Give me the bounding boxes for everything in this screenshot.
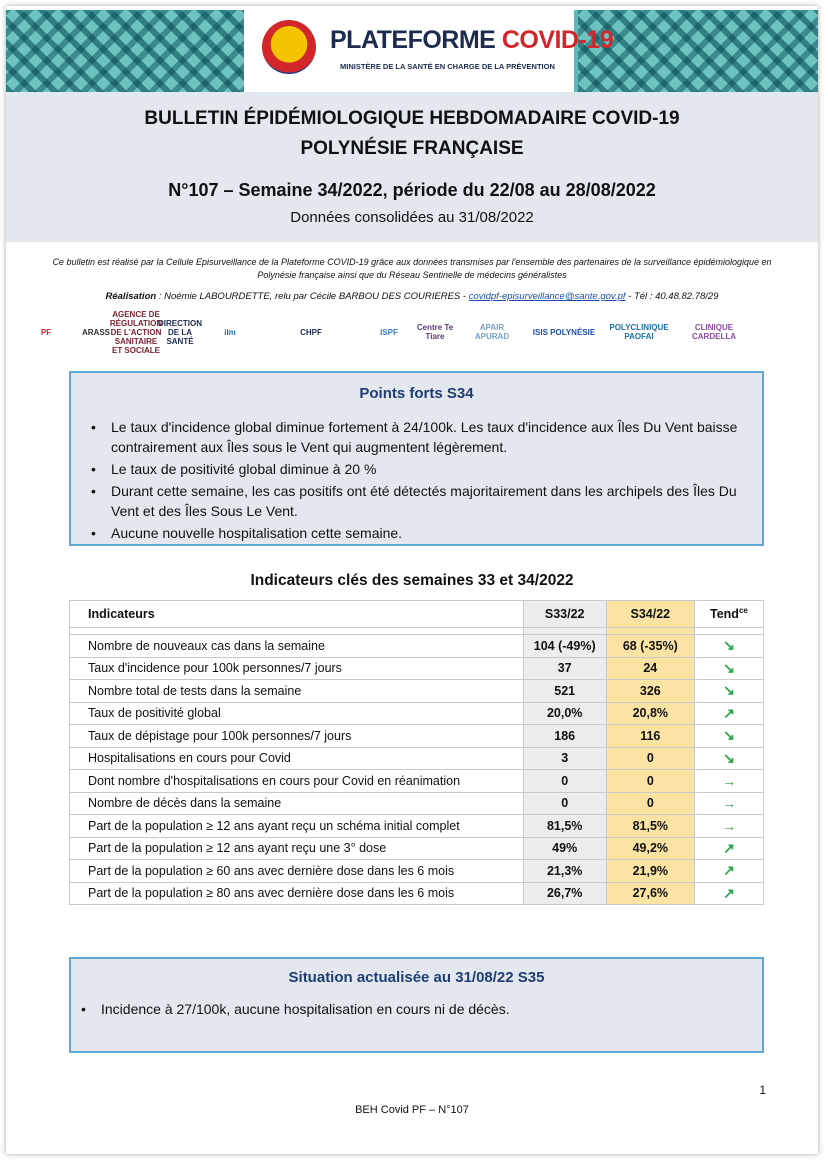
table-row — [70, 747, 764, 770]
header-trend-sup: ce — [738, 606, 748, 616]
indicator-label: Taux de dépistage pour 100k personnes/7 jours — [70, 725, 524, 748]
value-s34: 326 — [606, 680, 694, 703]
indicator-label: Dont nombre d'hospitalisations en cours pour Covid en réanimation — [70, 770, 524, 793]
trend-arrow-icon: → — [694, 770, 763, 793]
highlights-title: Points forts S34 — [359, 385, 474, 402]
update-list — [75, 999, 748, 1021]
value-s34: 116 — [606, 725, 694, 748]
partner-logo: AGENCE DE RÉGULATION DE L'ACTION SANITAIRE ET SOCIALE — [109, 309, 163, 355]
realisation-label: Réalisation — [105, 291, 157, 302]
table-row — [70, 882, 764, 905]
consolidation-date: Données consolidées au 31/08/2022 — [290, 209, 534, 226]
value-s34: 21,9% — [606, 860, 694, 883]
header-s34: S34/22 — [606, 601, 694, 628]
value-s34: 24 — [606, 657, 694, 680]
value-s33: 20,0% — [523, 702, 606, 725]
value-s33: 0 — [523, 792, 606, 815]
credit-statement: Ce bulletin est réalisé par la Cellule Episurveillance de la Plateforme COVID-19 grâce aux données transmises par l'ensemble des partenaires de la surveillance épidémiologique en Polynésie française ainsi que du Réseau Sentinelle de médecins généralistes — [52, 257, 772, 280]
indicators-table — [69, 600, 764, 905]
trend-arrow-icon: ↗ — [694, 702, 763, 725]
trend-arrow-icon: ↘ — [694, 657, 763, 680]
header-indicator: Indicateurs — [70, 601, 524, 628]
realisation-authors: : Noémie LABOURDETTE, relu par Cécile BARBOU DES COURIERES - — [156, 291, 469, 302]
trend-arrow-icon: ↗ — [694, 860, 763, 883]
table-row — [70, 770, 764, 793]
indicator-label: Part de la population ≥ 60 ans avec dernière dose dans les 6 mois — [70, 860, 524, 883]
indicator-label: Taux d'incidence pour 100k personnes/7 jours — [70, 657, 524, 680]
table-row — [70, 725, 764, 748]
value-s33: 521 — [523, 680, 606, 703]
realisation-line — [46, 290, 778, 303]
value-s33: 37 — [523, 657, 606, 680]
trend-arrow-icon: ↗ — [694, 837, 763, 860]
indicator-label: Nombre total de tests dans la semaine — [70, 680, 524, 703]
polynesia-emblem-icon — [262, 20, 316, 74]
partner-logo: ilm — [224, 327, 236, 337]
table-row — [70, 837, 764, 860]
trend-arrow-icon: ↘ — [694, 747, 763, 770]
value-s33: 104 (-49%) — [523, 635, 606, 658]
value-s33: 0 — [523, 770, 606, 793]
value-s33: 81,5% — [523, 815, 606, 838]
table-spacer-row — [70, 628, 764, 635]
value-s34: 81,5% — [606, 815, 694, 838]
indicators-title: Indicateurs clés des semaines 33 et 34/2022 — [250, 572, 574, 589]
table-row — [70, 657, 764, 680]
indicator-label: Part de la population ≥ 12 ans ayant reçu une 3° dose — [70, 837, 524, 860]
bulletin-region: POLYNÉSIE FRANÇAISE — [300, 138, 524, 159]
banner-logo-area — [244, 10, 614, 92]
partner-logos — [26, 310, 806, 354]
value-s34: 0 — [606, 770, 694, 793]
indicator-label: Taux de positivité global — [70, 702, 524, 725]
banner-pattern-left — [6, 10, 246, 92]
table-row — [70, 792, 764, 815]
value-s33: 26,7% — [523, 882, 606, 905]
banner-pattern-right — [578, 10, 818, 92]
title-block — [6, 92, 818, 242]
partner-logo: POLYCLINIQUE PAOFAI — [609, 323, 669, 341]
update-title: Situation actualisée au 31/08/22 S35 — [288, 969, 545, 986]
highlight-item: • Le taux de positivité global diminue à 20 % — [85, 459, 748, 479]
value-s33: 186 — [523, 725, 606, 748]
header-banner — [6, 10, 818, 92]
value-s34: 0 — [606, 747, 694, 770]
ministry-subtitle: MINISTÈRE DE LA SANTÉ EN CHARGE DE LA PRÉVENTION — [340, 62, 555, 71]
table-row — [70, 635, 764, 658]
highlights-list — [85, 417, 748, 545]
value-s33: 21,3% — [523, 860, 606, 883]
trend-arrow-icon: ↘ — [694, 725, 763, 748]
indicator-label: Hospitalisations en cours pour Covid — [70, 747, 524, 770]
indicator-label: Part de la population ≥ 80 ans avec dernière dose dans les 6 mois — [70, 882, 524, 905]
trend-arrow-icon: → — [694, 792, 763, 815]
table-row — [70, 860, 764, 883]
value-s34: 20,8% — [606, 702, 694, 725]
bulletin-issue: N°107 – Semaine 34/2022, période du 22/08 au 28/08/2022 — [168, 180, 656, 200]
page-number: 1 — [759, 1083, 766, 1097]
trend-arrow-icon: → — [694, 815, 763, 838]
partner-logo: ISPF — [380, 327, 398, 337]
value-s34: 0 — [606, 792, 694, 815]
partner-logo: ARASS — [81, 327, 110, 337]
header-s33: S33/22 — [523, 601, 606, 628]
indicator-label: Part de la population ≥ 12 ans ayant reçu un schéma initial complet — [70, 815, 524, 838]
highlights-box — [69, 371, 764, 546]
trend-arrow-icon: ↘ — [694, 635, 763, 658]
value-s34: 68 (-35%) — [606, 635, 694, 658]
partner-logo: PF — [40, 327, 52, 337]
indicator-label: Nombre de décès dans la semaine — [70, 792, 524, 815]
platform-title-accent: COVID-19 — [501, 26, 614, 54]
partner-logo: ISIS POLYNÉSIE — [532, 327, 596, 337]
partner-logo: DIRECTION DE LA SANTÉ — [158, 318, 202, 346]
indicator-label: Nombre de nouveaux cas dans la semaine — [70, 635, 524, 658]
trend-arrow-icon: ↗ — [694, 882, 763, 905]
update-box — [69, 957, 764, 1053]
partner-logo: CLINIQUE CARDELLA — [692, 323, 736, 341]
document-page — [6, 6, 818, 1154]
highlight-item: • Aucune nouvelle hospitalisation cette semaine. — [85, 523, 748, 543]
trend-arrow-icon: ↘ — [694, 680, 763, 703]
bulletin-title: BULLETIN ÉPIDÉMIOLOGIQUE HEBDOMADAIRE COVID-19 — [144, 108, 680, 129]
page-footer: BEH Covid PF – N°107 — [355, 1104, 469, 1116]
highlight-item: • Le taux d'incidence global diminue fortement à 24/100k. Les taux d'incidence aux Îles Du Vent baisse contrairement aux Îles sous le Vent qui augmentent légèrement. — [85, 417, 748, 457]
contact-email-link[interactable]: covidpf-episurveillance@sante.gov.pf — [468, 291, 626, 302]
value-s33: 49% — [523, 837, 606, 860]
update-item: • Incidence à 27/100k, aucune hospitalisation en cours ni de décès. — [75, 999, 748, 1019]
table-row — [70, 815, 764, 838]
header-trend-label: Tend — [710, 607, 739, 622]
table-header-row — [70, 601, 764, 628]
platform-title — [330, 26, 613, 55]
header-trend — [694, 601, 763, 628]
platform-title-main: PLATEFORME — [330, 26, 502, 54]
contact-phone: - Tél : 40.48.82.78/29 — [625, 291, 719, 302]
highlight-item: • Durant cette semaine, les cas positifs ont été détectés majoritairement dans les archipels des Îles Du Vent et des Îles Sous Le Vent. — [85, 481, 748, 521]
table-row — [70, 702, 764, 725]
table-row — [70, 680, 764, 703]
value-s34: 27,6% — [606, 882, 694, 905]
value-s34: 49,2% — [606, 837, 694, 860]
value-s33: 3 — [523, 747, 606, 770]
partner-logo: Centre Te Tiare — [416, 323, 454, 341]
partner-logo: CHPF — [300, 327, 322, 337]
partner-logo: APAIR APURAD — [474, 323, 510, 341]
